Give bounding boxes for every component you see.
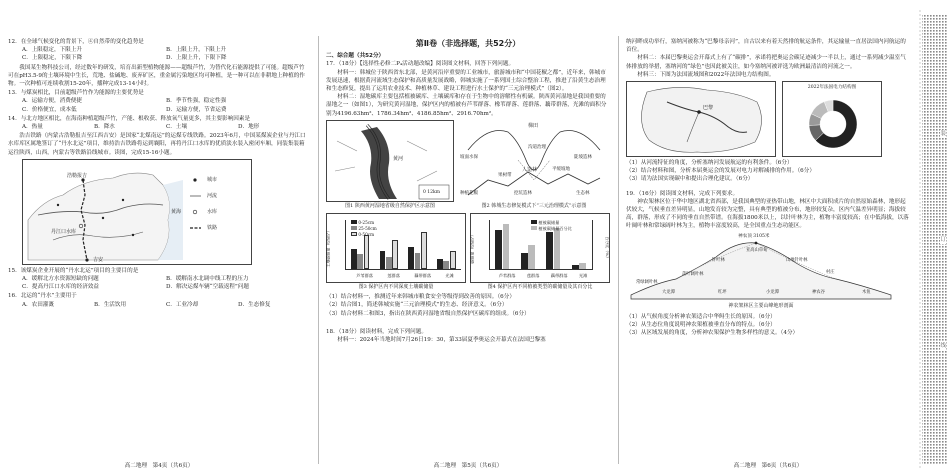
chart-bar <box>495 230 502 269</box>
france-map <box>626 81 776 157</box>
chart-bar <box>528 245 535 270</box>
profile-label: 常绿阔叶林 <box>636 279 658 285</box>
chart-bar <box>554 228 561 269</box>
question-14-stem: 14．与北方地区相比，在海南种植超级芦竹，产能、根收获、释放氧气量更多，其主要影响因素是 <box>8 115 251 122</box>
binding-strip <box>918 0 950 474</box>
figure-4-legend <box>531 220 572 232</box>
figure-3 <box>326 213 466 291</box>
question-13-stem: 13．与煤炭相比，目前超级芦竹作为能源的主要优势是 <box>8 90 144 97</box>
power-structure-svg <box>783 92 883 156</box>
figure-2-label: 生态林 <box>576 190 590 196</box>
question-18-part-2: （2）结合材料和图，分析本届奥运会的发展对电力对解减排的作用。（6分） <box>626 168 815 175</box>
figure-3-caption: 图3 保护区内不同深度土壤碳储量 <box>358 284 434 291</box>
question-15-stem: 15．该煤炭企业开展的“丹水北运”项目的主要目的是 <box>8 267 139 274</box>
question-18-heading: 18．（18分）阅读材料，完成下列问题。 <box>326 328 427 335</box>
question-17-material-2: 材料二：湿地碳库主要包括植被碳库、土壤碳库和存在于生物中的溶解性有机碳。陕西黄河湿地是我国重要的湿地之一（如图1），为研究黄河湿地，保护区内的植被有芦苇群落、橡苇群落、莲群落、藕带群落，光滩的面积分别为4196.63hm²、1786.34hm²、4186.85hm²、2916.70hm²。 <box>326 94 607 117</box>
question-18-material-1: 材料一：2024年当地时间7月26日19：30，第33届夏季奥运会开幕式在法国巴黎塞 <box>326 337 546 344</box>
figure-4-legend-item: 植被碳储量 <box>531 220 572 226</box>
option-c[interactable]: C．提高丹江口水库的经济效益 <box>22 284 99 291</box>
chart-bar <box>437 259 443 269</box>
map-label-city1: 浩勒报吉 <box>67 172 88 179</box>
question-16-stem: 16．北运的“丹水”主要用于 <box>8 293 77 300</box>
question-18-part-1: （1）从河流特征的角度，分析塞纳河发展航运的有利条件。（6分） <box>626 160 793 167</box>
profile-label: 山地针叶林 <box>786 257 808 263</box>
option-b[interactable]: B．生活饮用 <box>94 301 127 308</box>
question-14 <box>8 115 310 131</box>
figure-3-chart <box>326 213 466 283</box>
profile-label: 针叶林 <box>712 257 725 263</box>
figure-4-tick: 莲群落 <box>526 272 540 278</box>
figure-1-caption: 图1 陕西黄河湿地省级自然保护区示意图 <box>345 202 435 209</box>
option-d[interactable]: D．地形 <box>238 124 260 131</box>
section-title: 第Ⅱ卷（非选择题，共52分） <box>415 39 521 48</box>
figure-4-ylabel-left: 碳储量（t/hm²） <box>469 232 475 264</box>
binding-label: 装 <box>940 131 946 137</box>
chart-bar <box>450 251 456 269</box>
figure-3-tick: 光滩 <box>445 272 454 278</box>
material-railway: 浩吉铁路（内蒙古浩勒报吉至江西吉安）是国家“北煤南运”的运煤专线铁路。2023年6月，中国某煤炭企业与丹江口水库库区属地签订了“丹水北运”项目，维持浩吉铁路将运到襄阳，再将丹江口水库的优质淡水装入密闭车厢，同装集装箱运往陕西，山西，内蒙古等铁路沿线城市。读图，完成15-16小题。 <box>8 133 306 156</box>
option-a[interactable]: A．热量 <box>22 124 43 131</box>
material-reed: 我国某生物科技公司，经过数年的研发，培育出新型植物能源——超级芦竹，为替代化石能源提供了可能。超级芦竹可在pH3.5-9的土壤环境中生长，荒地、盐碱地、废弃矿区，重金属污染地区均可种植，是一种可以在非耕地上种植的作物。一次种植可连续收割15-20年，播种完成13-14小时。 <box>8 64 305 88</box>
profile-label: 亚高山草甸 <box>746 247 768 253</box>
figure-2-label: 平缓坡地 <box>552 166 570 172</box>
chart-bar <box>392 240 398 269</box>
figure-3-tick: 藕带群落 <box>414 272 432 278</box>
profile-label: 大龙潭 <box>662 289 675 295</box>
figure-4-xaxis <box>493 272 593 280</box>
question-17-material-1: 材料一：韩城位于陕西省东北部，是黄河沿岸重要的工业城市，旅游城市和“中国花椒之都”，近年来，韩城市发展迅速，根据黄河流域生态保护和高质量发展战略，韩城实施了一系列国土综合整治工程，推进了沿黄生态治理和生态修复，提出了运用农业技术、种植林草、建设工程进行水土保护的“三元治理模式”（图2）。 <box>326 69 606 93</box>
chart-bar <box>380 251 386 269</box>
option-a[interactable]: A．农田灌溉 <box>22 301 55 308</box>
figure-3-ylabel: 土壤碳储量（t/hm²） <box>325 228 331 268</box>
figure-4-caption: 图4 保护区内不同植被类型的碳储量及其百分比 <box>487 284 593 291</box>
map-legend-city: 城市 <box>207 176 218 183</box>
profile-label: 落叶阔叶林 <box>682 271 704 277</box>
figure-row-2 <box>326 213 610 291</box>
question-19-part-1: （1）从气候角度分析神农架适合中华鲟生长的原因。（6分） <box>626 313 776 320</box>
figure-4-legend-item: 植被碳储量百分比 <box>531 226 572 232</box>
chart-bar <box>503 224 510 269</box>
question-13-options <box>8 97 310 113</box>
railway-map <box>22 159 252 265</box>
figure-2-label: 种植花椒 <box>460 190 478 196</box>
question-17-heading: 17．（18分）【选择性必修二P₄活动题改编】阅读图文材料，回答下列问题。 <box>326 61 515 68</box>
france-map-label-paris: 巴黎 <box>703 105 714 112</box>
question-13 <box>8 89 310 114</box>
question-16-options <box>8 301 310 309</box>
figure-4-tick: 藕带群落 <box>550 272 568 278</box>
profile-label: 村庄 <box>826 269 835 275</box>
question-19-heading: 19．（16分）阅读图文材料，完成下列要求。 <box>626 190 739 197</box>
shennongjia-profile <box>626 233 896 311</box>
profile-label: 小龙潭 <box>766 289 779 295</box>
chart-bar <box>579 263 586 270</box>
figure-1-scale: 0 12km <box>423 189 441 195</box>
question-18-material-cont: 纳河畔成功举行，塞纳河被称为“巴黎母亲河”，自古以来有着天然排的航运条件，其运输量一直居法国内河航运的首位。 <box>626 39 906 54</box>
exam-page-5 <box>318 0 618 474</box>
question-15-options <box>8 275 310 291</box>
figure-3-legend-item: 0-50cm <box>351 232 377 238</box>
figure-4-tick: 芦苇群落 <box>498 272 516 278</box>
figure-4-chart <box>470 213 610 283</box>
figure-2-label: 挖坑造林 <box>514 190 532 196</box>
figure-2-diagram <box>458 120 610 202</box>
exam-page-4 <box>0 0 318 474</box>
question-17-part-1: （1）结合材料一，推测近年来韩城市粮食安全等级得到改善的原因。（6分） <box>326 294 515 301</box>
question-17-part-2: （2）结合图1，简述韩城实施“三元治理模式”的生态、经济意义。（6分） <box>326 302 508 309</box>
figure-2-caption: 图2 韩城生态修复模式下“三元治理模式”示意图 <box>481 202 587 209</box>
power-structure-chart <box>782 81 882 157</box>
map-legend-reservoir: 水库 <box>207 208 218 215</box>
map-label-city2: 吉安 <box>93 256 104 263</box>
option-b[interactable]: B．季节性强，稳定性强 <box>166 98 227 105</box>
map-label-lake: 丹江口水库 <box>51 228 77 235</box>
figure-4-tick: 光滩 <box>578 272 588 278</box>
map-legend-railway: 铁路 <box>207 224 218 231</box>
map-label-sea: 黄海 <box>171 208 182 215</box>
figure-3-tick: 芦苇群落 <box>356 272 373 278</box>
profile-top-label: 神农顶 3105米 <box>738 233 770 239</box>
figure-row-1 <box>326 120 610 210</box>
question-16 <box>8 292 310 308</box>
option-a[interactable]: A．运输方便，消费便捷 <box>22 98 82 105</box>
figure-1-map <box>326 120 454 202</box>
figure-2-label: 沟道治理 <box>528 144 546 150</box>
binding-label: 订 <box>940 237 946 243</box>
chart-bar <box>421 232 427 269</box>
question-19-material: 神农架林区位于华中地区湖北省西部，是我国典型的亚热带山地，林区中大面积成片的自然原始森林，地形起伏较大，气候垂直差异明显，山地发育较为完整，具有典型的植被分布，地形较复杂，区内气温差异明显；海拔较高，群落，形成了不同的垂直自然带谱。在海拔1800米以上，以针叶林为主，植物丰富度较高；在中低海拔，以落叶阔叶林和常绿阔叶林为主，植物丰富度较高，是全国重点生态功能区。 <box>626 198 909 230</box>
question-15 <box>8 267 310 292</box>
map-legend-river: 河流 <box>207 192 218 199</box>
figure-row-france <box>626 81 910 157</box>
figure-2-top-label: 梯田 <box>528 122 539 129</box>
option-c[interactable]: C．土壤 <box>166 124 188 131</box>
figure-3-legend-item: 0-25cm <box>351 220 377 226</box>
page-footer: 高二地理 第6页（共6页） <box>733 462 803 469</box>
power-structure-title: 2022年法国电力结构图 <box>807 85 857 91</box>
chart-bar <box>572 265 579 269</box>
page-footer: 高二地理 第5页（共6页） <box>433 462 503 469</box>
question-19-part-3: （3）从区域发展的角度，分析神农架保护生物多样性的意义。（4分） <box>626 330 799 337</box>
figure-1 <box>326 120 454 210</box>
question-12-stem: 12．在全球气候变化的背景下，④自然带的变化趋势是 <box>8 39 144 45</box>
chart-bar <box>443 261 449 269</box>
figure-1-river-label: 黄河 <box>393 155 404 162</box>
chart-bar <box>357 254 363 269</box>
chart-bar <box>408 247 414 269</box>
figure-4-ylabel-right: 百分比（%） <box>605 236 611 261</box>
option-c[interactable]: C．上限稳定，下限下降 <box>22 55 83 62</box>
figure-3-xaxis <box>349 272 461 280</box>
option-d[interactable]: D．生态修复 <box>238 301 271 308</box>
figure-4 <box>470 213 610 291</box>
chart-bar <box>521 253 528 269</box>
question-17-part-3: （3）结合材料二和图3，指出在陕西黄河湿地省级自然保护区碳库的组成。（6分） <box>326 310 530 317</box>
option-d[interactable]: D．运输方便，节省运费 <box>166 106 227 113</box>
profile-label: 神农谷 <box>812 289 825 295</box>
option-d[interactable]: D．解决运煤车辆“空载返程”问题 <box>166 284 249 291</box>
chart-bar <box>386 257 392 269</box>
option-c[interactable]: C．工业冷却 <box>166 301 199 308</box>
option-a[interactable]: A．缓解北方水资源短缺的问题 <box>22 276 99 283</box>
question-14-options <box>8 123 310 131</box>
profile-caption: 神农架林区主要山峰地形剖面 <box>728 303 794 310</box>
figure-3-legend-item: 25-50cm <box>351 226 377 232</box>
profile-label: 红坪 <box>718 289 727 295</box>
page-footer: 高二地理 第4页（共6页） <box>124 462 194 469</box>
railway-map-svg <box>23 160 253 266</box>
binding-label: 线 <box>940 343 946 349</box>
option-b[interactable]: B．降水 <box>94 124 115 131</box>
option-d[interactable]: D．上限上升，下限下降 <box>166 55 227 62</box>
profile-label: 木鱼 <box>862 289 871 295</box>
figure-3-legend <box>351 220 377 238</box>
question-19-part-2: （2）从生态位角度说明神农架植被垂直分布的特点。（6分） <box>626 321 776 328</box>
chart-bar <box>415 253 421 269</box>
part-heading: 二、综合题（共52分） <box>326 53 385 60</box>
option-c[interactable]: C．价格便宜，成本低 <box>22 106 77 113</box>
figure-2-label: 陡坡造林 <box>574 154 592 160</box>
question-12 <box>8 38 310 63</box>
question-12-options <box>8 46 310 62</box>
option-b[interactable]: B．上限上升，下限上升 <box>166 47 227 54</box>
option-a[interactable]: A．上限稳定，下限上升 <box>22 47 82 54</box>
figure-2-mid-label: 人造林 <box>522 166 538 173</box>
question-18-material-2: 材料二：本届巴黎奥运会开幕式上有了“碳排”，承诺将把奥运会碳足迹减少一半以上，通过一系列减少温室气体排放的举措，塞纳河的“绿色”也因此被关注，如今塞纳河被评选为欧洲最清洁的河流之一。 <box>626 55 906 70</box>
chart-bar <box>364 235 370 269</box>
france-map-svg <box>627 82 777 158</box>
chart-bar <box>351 249 357 269</box>
figure-3-tick: 莲群落 <box>387 272 400 278</box>
figure-2-label: 坡面水保 <box>460 154 478 160</box>
figure-2-label: 果树带 <box>498 172 512 178</box>
question-18-part-3: （3）请为法国实现碳中和提出合理化建议。（6分） <box>626 176 754 183</box>
figure-2 <box>458 120 610 210</box>
option-b[interactable]: B．缓解南水北调中线工程的压力 <box>166 276 249 283</box>
chart-bar <box>546 232 553 269</box>
exam-page-6 <box>618 0 918 474</box>
question-18-material-3: 材料三：下图为法国流域图和2022年法国电力结构图。 <box>626 71 775 78</box>
